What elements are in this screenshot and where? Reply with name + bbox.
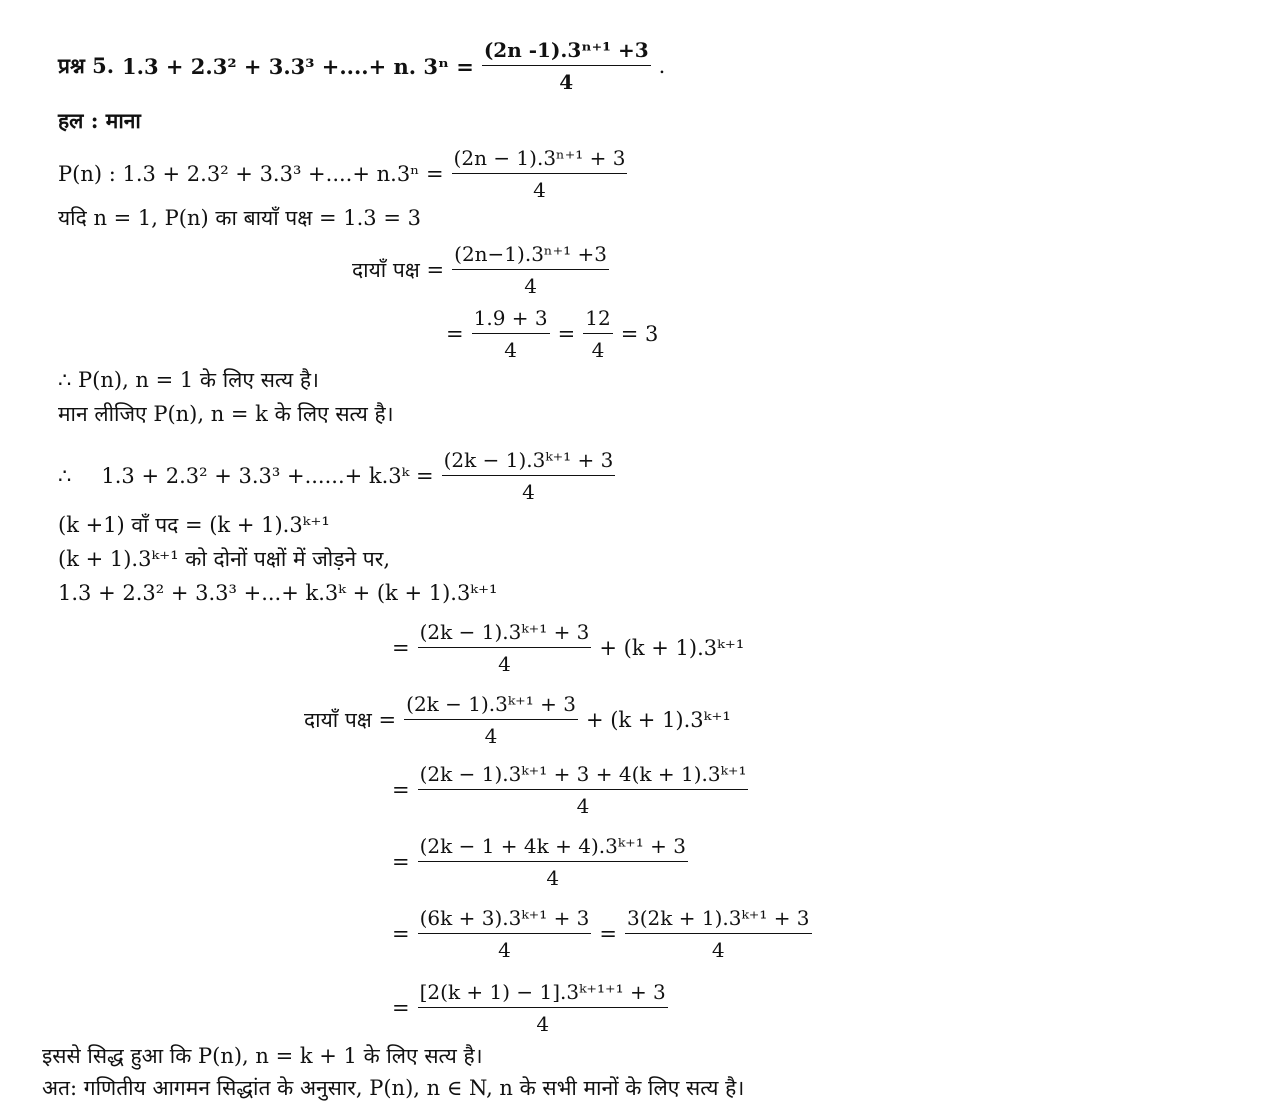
step-2-label: दायाँ पक्ष = — [304, 708, 397, 732]
sum-line: 1.3 + 2.3² + 3.3³ +...+ k.3ᵏ + (k + 1).3ᵏ⁺¹ — [58, 581, 498, 605]
step-1-denominator: 4 — [498, 652, 511, 676]
step-2-tail: + (k + 1).3ᵏ⁺¹ — [585, 708, 731, 732]
question-label: प्रश्न 5. — [58, 53, 115, 78]
step-3-eq: = — [392, 778, 410, 802]
step-1-fraction — [418, 620, 592, 676]
step-1-numerator: (2k − 1).3ᵏ⁺¹ + 3 — [418, 620, 592, 648]
step-6-eq: = — [392, 996, 410, 1020]
question-line — [58, 38, 665, 94]
step-5-numerator-1: (6k + 3).3ᵏ⁺¹ + 3 — [418, 906, 592, 934]
step-4-denominator: 4 — [546, 866, 560, 890]
step-4-eq: = — [392, 850, 410, 874]
assume-k: मान लीजिए P(n), n = k के लिए सत्य है। — [58, 402, 394, 426]
step-4 — [392, 834, 688, 890]
question-lhs: 1.3 + 2.3² + 3.3³ +....+ n. 3ⁿ = — [122, 53, 474, 79]
rhs-fraction-2 — [472, 306, 550, 362]
step-2-fraction — [404, 692, 578, 748]
pn-lhs: P(n) : 1.3 + 2.3² + 3.3³ +....+ n.3ⁿ = — [58, 162, 444, 186]
rhs-fraction-3 — [583, 306, 612, 362]
true-for-one: ∴ P(n), n = 1 के लिए सत्य है। — [58, 368, 319, 392]
step-5-fraction-2 — [625, 906, 812, 962]
k-numerator: (2k − 1).3ᵏ⁺¹ + 3 — [442, 448, 616, 476]
solution-heading: हल : माना — [58, 108, 141, 133]
step-5-denominator-1: 4 — [498, 938, 511, 962]
step-5 — [392, 906, 812, 962]
step-2-numerator: (2k − 1).3ᵏ⁺¹ + 3 — [404, 692, 578, 720]
pn-fraction — [452, 146, 628, 202]
rhs-label: दायाँ पक्ष = — [352, 258, 445, 282]
therefore-symbol: ∴ — [58, 464, 72, 488]
rhs-denominator-2: 4 — [504, 338, 517, 362]
k-fraction — [442, 448, 616, 504]
step-5-denominator-2: 4 — [711, 938, 725, 962]
step-5-eq: = — [392, 922, 410, 946]
kplus1-term: (k +1) वाँ पद = (k + 1).3ᵏ⁺¹ — [58, 513, 330, 537]
pn-statement — [58, 146, 627, 202]
rhs-line-1 — [352, 242, 609, 298]
k-lhs: 1.3 + 2.3² + 3.3³ +......+ k.3ᵏ = — [101, 464, 434, 488]
question-numerator: (2n -1).3ⁿ⁺¹ +3 — [482, 38, 651, 66]
step-1 — [392, 620, 744, 676]
question-end: . — [658, 54, 666, 78]
rhs-denominator-1: 4 — [524, 274, 537, 298]
conclusion-line: अत: गणितीय आगमन सिद्धांत के अनुसार, P(n), n ∈ N, n के सभी मानों के लिए सत्य है। — [42, 1076, 745, 1100]
step-3-numerator: (2k − 1).3ᵏ⁺¹ + 3 + 4(k + 1).3ᵏ⁺¹ — [418, 762, 749, 790]
rhs-fraction-1 — [452, 242, 609, 298]
step-6-denominator: 4 — [536, 1012, 550, 1036]
rhs-result: = 3 — [620, 322, 659, 346]
step-2 — [304, 692, 731, 748]
step-5-numerator-2: 3(2k + 1).3ᵏ⁺¹ + 3 — [625, 906, 812, 934]
step-1-eq: = — [392, 636, 410, 660]
step-3 — [392, 762, 748, 818]
k-statement — [58, 448, 615, 504]
proved-line: इससे सिद्ध हुआ कि P(n), n = k + 1 के लिए सत्य है। — [42, 1044, 483, 1068]
pn-numerator: (2n − 1).3ⁿ⁺¹ + 3 — [452, 146, 628, 174]
step-3-denominator: 4 — [576, 794, 590, 818]
rhs-eq-2: = — [446, 322, 464, 346]
question-denominator: 4 — [559, 70, 574, 94]
rhs-line-2 — [446, 306, 658, 362]
rhs-numerator-1: (2n−1).3ⁿ⁺¹ +3 — [452, 242, 609, 270]
rhs-numerator-2: 1.9 + 3 — [472, 306, 550, 334]
rhs-numerator-3: 12 — [583, 306, 612, 334]
step-4-numerator: (2k − 1 + 4k + 4).3ᵏ⁺¹ + 3 — [418, 834, 688, 862]
step-4-fraction — [418, 834, 688, 890]
step-1-tail: + (k + 1).3ᵏ⁺¹ — [599, 636, 745, 660]
step-2-denominator: 4 — [484, 724, 498, 748]
step-6 — [392, 980, 668, 1036]
question-fraction — [482, 38, 651, 94]
step-5-fraction-1 — [418, 906, 592, 962]
step-5-mid-eq: = — [599, 922, 618, 946]
k-denominator: 4 — [522, 480, 535, 504]
rhs-mid-eq: = — [557, 322, 576, 346]
pn-denominator: 4 — [533, 178, 546, 202]
step-3-fraction — [418, 762, 749, 818]
step-6-fraction — [418, 980, 668, 1036]
add-both-sides: (k + 1).3ᵏ⁺¹ को दोनों पक्षों में जोड़ने पर, — [58, 547, 391, 571]
rhs-denominator-3: 4 — [591, 338, 605, 362]
base-case: यदि n = 1, P(n) का बायाँ पक्ष = 1.3 = 3 — [58, 206, 421, 230]
step-6-numerator: [2(k + 1) − 1].3ᵏ⁺¹⁺¹ + 3 — [418, 980, 668, 1008]
